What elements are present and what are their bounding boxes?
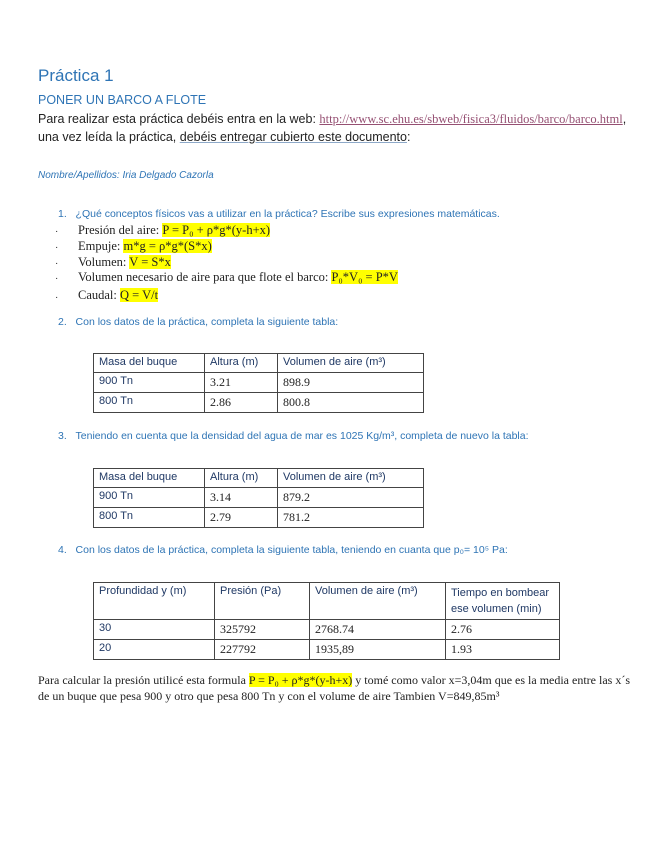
cell: 20 xyxy=(94,640,215,660)
table-header xyxy=(94,469,424,488)
table-row xyxy=(94,488,424,508)
question-1 xyxy=(58,208,500,220)
cell: 900 Tn xyxy=(94,488,205,508)
intro-colon: : xyxy=(406,130,411,144)
cell: 900 Tn xyxy=(94,373,205,393)
table-row xyxy=(94,508,424,528)
cell: 2.76 xyxy=(446,620,560,640)
conclusion-line-2: de un buque que pesa 900 y otro que pesa 800 Tn y con el volume de aire Tambien V=849,85m³ xyxy=(38,689,500,703)
formula-item xyxy=(78,288,158,303)
header-cell: Masa del buque xyxy=(94,469,205,488)
q-number: 4. xyxy=(58,544,67,556)
cell: 781.2 xyxy=(278,508,424,528)
question-4 xyxy=(58,544,508,556)
cell: 898.9 xyxy=(278,373,424,393)
bullet: · xyxy=(55,292,59,303)
table-header xyxy=(94,354,424,373)
cell: 30 xyxy=(94,620,215,640)
header-cell: Masa del buque xyxy=(94,354,205,373)
formula: P = P₀ + ρ*g*(y-h+x) xyxy=(162,223,271,237)
header-cell: Profundidad y (m) xyxy=(94,583,215,620)
table-row xyxy=(94,393,424,413)
cell: 800 Tn xyxy=(94,508,205,528)
cell: 1.93 xyxy=(446,640,560,660)
question-3 xyxy=(58,430,529,442)
formula-label: Caudal: xyxy=(78,288,121,302)
intro-comma: , xyxy=(622,112,627,126)
bullet: · xyxy=(55,226,59,237)
q-number: 2. xyxy=(58,316,67,328)
cell: 3.21 xyxy=(205,373,278,393)
formula: V = S*x xyxy=(129,255,171,269)
formula-label: Empuje: xyxy=(78,239,124,253)
conclusion-text: Para calcular la presión utilicé esta formula xyxy=(38,673,249,687)
table-row xyxy=(94,373,424,393)
table-q4 xyxy=(93,582,560,660)
q-text: Teniendo en cuenta que la densidad del agua de mar es 1025 Kg/m³, completa de nuevo la tabla: xyxy=(75,430,529,442)
q-text: Con los datos de la práctica, completa la siguiente tabla: xyxy=(75,316,339,328)
table-header xyxy=(94,583,560,620)
intro-line-1 xyxy=(38,112,626,127)
intro-text: Para realizar esta práctica debéis entra en la web: xyxy=(38,112,320,126)
bullet: · xyxy=(55,242,59,253)
formula: m*g = ρ*g*(S*x) xyxy=(123,239,212,253)
page-title: Práctica 1 xyxy=(38,66,114,85)
header-cell: Volumen de aire (m³) xyxy=(310,583,446,620)
intro-underlined: debéis entregar cubierto este documento xyxy=(179,130,407,144)
table-row xyxy=(94,620,560,640)
formula: Q = V/t xyxy=(120,288,159,302)
cell: 800 Tn xyxy=(94,393,205,413)
table-row xyxy=(94,640,560,660)
cell: 879.2 xyxy=(278,488,424,508)
name-line: Nombre/Apellidos: Iria Delgado Cazorla xyxy=(38,170,214,181)
intro-text-2: una vez leída la práctica, xyxy=(38,130,180,144)
formula-item xyxy=(78,239,212,254)
subtitle: PONER UN BARCO A FLOTE xyxy=(38,93,207,107)
intro-line-2 xyxy=(38,130,410,144)
header-cell: Volumen de aire (m³) xyxy=(278,469,424,488)
header-cell: Tiempo en bombear ese volumen (min) xyxy=(446,583,560,620)
q-number: 3. xyxy=(58,430,67,442)
q-text: ¿Qué conceptos físicos vas a utilizar en la práctica? Escribe sus expresiones matemáticas. xyxy=(75,208,500,220)
practice-link[interactable]: http://www.sc.ehu.es/sbweb/fisica3/fluidos/barco/barco.html xyxy=(319,112,623,126)
formula-item xyxy=(78,270,398,285)
header-cell: Volumen de aire (m³) xyxy=(278,354,424,373)
bullet: · xyxy=(55,273,59,284)
formula-item xyxy=(78,223,270,238)
cell: 3.14 xyxy=(205,488,278,508)
table-q2 xyxy=(93,353,424,413)
formula-label: Presión del aire: xyxy=(78,223,163,237)
cell: 2.79 xyxy=(205,508,278,528)
cell: 325792 xyxy=(215,620,310,640)
table-q3 xyxy=(93,468,424,528)
cell: 2.86 xyxy=(205,393,278,413)
cell: 2768.74 xyxy=(310,620,446,640)
q-text: Con los datos de la práctica, completa la siguiente tabla, teniendo en cuanta que p₀= 10⁵ Pa: xyxy=(75,544,508,556)
q-number: 1. xyxy=(58,208,67,220)
question-2 xyxy=(58,316,338,328)
cell: 1935,89 xyxy=(310,640,446,660)
cell: 800.8 xyxy=(278,393,424,413)
cell: 227792 xyxy=(215,640,310,660)
bullet: · xyxy=(55,258,59,269)
conclusion-line-1 xyxy=(38,673,630,688)
formula-label: Volumen necesario de aire para que flote el barco: xyxy=(78,270,332,284)
formula-label: Volumen: xyxy=(78,255,130,269)
formula-item xyxy=(78,255,171,270)
header-cell: Presión (Pa) xyxy=(215,583,310,620)
formula: P₀*V₀ = P*V xyxy=(331,270,398,284)
header-cell: Altura (m) xyxy=(205,469,278,488)
formula: P = P₀ + ρ*g*(y-h+x) xyxy=(248,673,353,687)
conclusion-text: y tomé como valor x=3,04m que es la media entre las x´s xyxy=(352,673,630,687)
header-cell: Altura (m) xyxy=(205,354,278,373)
